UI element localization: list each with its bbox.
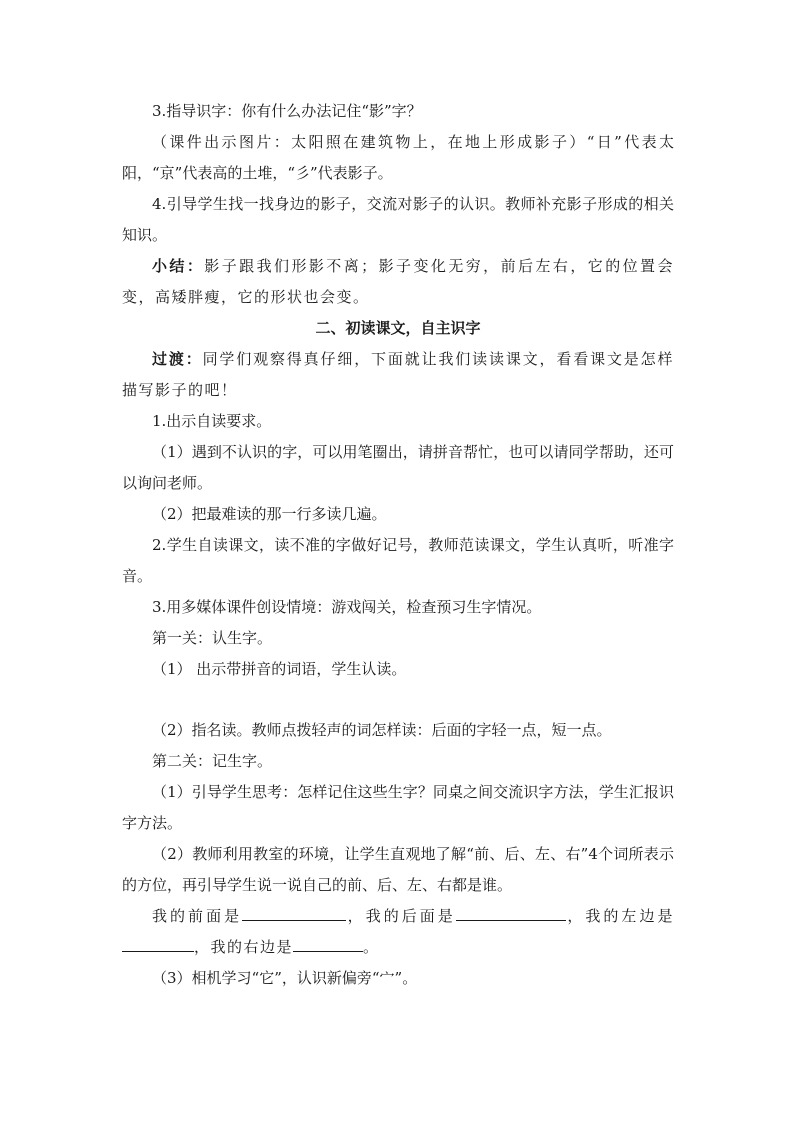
paragraph-model-reading: 2.学生自读课文，读不准的字做好记号，教师范读课文，学生认真听，听准字音。 [122,536,674,585]
paragraph-summary [122,251,674,313]
fill-text-front: 我的前面是 [152,907,243,925]
paragraph-level-1-item-2: （2）指名读。教师点拨轻声的词怎样读：后面的字轻一点，短一点。 [152,721,612,739]
transition-label: 过渡： [152,350,203,368]
paragraph-level-2: 第二关：记生字。 [152,752,273,770]
paragraph-find-shadows: 4.引导学生找一找身边的影子，交流对影子的认识。教师补充影子形成的相关知识。 [122,195,674,244]
blank-back[interactable] [456,904,566,921]
paragraph-level-2-item-1: （1）引导学生思考：怎样记住这些生字？同桌之间交流识字方法，学生汇报识字方法。 [122,783,674,832]
paragraph-level-1: 第一关：认生字。 [152,629,273,647]
paragraph-self-reading: 1.出示自读要求。 [152,412,272,430]
summary-text: 影子跟我们形影不离；影子变化无穷，前后左右，它的位置会变，高矮胖瘦，它的形状也会变。 [122,257,674,306]
transition-text: 同学们观察得真仔细，下面就让我们读读课文，看看课文是怎样描写影子的吧！ [122,350,674,399]
fill-text-back: ，我的后面是 [346,907,456,925]
summary-label: 小结： [152,257,205,275]
paragraph-transition [122,344,674,406]
blank-right[interactable] [293,935,363,952]
paragraph-courseware-image: （课件出示图片：太阳照在建筑物上，在地上形成影子）“日”代表太阳，“京”代表高的土堆，“彡”代表影子。 [122,133,674,182]
paragraph-level-2-item-2: （2）教师利用教室的环境，让学生直观地了解“前、后、左、右”4个词所表示的方位，再引导学生说一说自己的前、后、左、右都是谁。 [122,845,674,894]
fill-text-end: 。 [363,938,380,956]
fill-text-right: ，我的右边是 [194,938,294,956]
section-heading: 二、初读课文，自主识字 [315,319,481,337]
blank-left[interactable] [122,935,194,952]
paragraph-fill-in-blanks [122,901,674,963]
spacer [122,685,674,715]
paragraph-level-1-item-1: （1） 出示带拼音的词语，学生认读。 [152,660,407,678]
blank-front[interactable] [242,904,346,921]
paragraph-ying-character: 3.指导识字：你有什么办法记住“影”字？ [152,102,422,120]
paragraph-requirement-2: （2）把最难读的那一行多读几遍。 [152,505,387,523]
fill-text-left: ，我的左边是 [565,907,674,925]
paragraph-multimedia: 3.用多媒体课件创设情境：游戏闯关，检查预习生字情况。 [152,598,542,616]
paragraph-requirement-1: （1）遇到不认识的字，可以用笔圈出，请拼音帮忙，也可以请同学帮助，还可以询问老师。 [122,443,674,492]
paragraph-level-2-item-3: （3）相机学习“它”，认识新偏旁“宀”。 [152,969,418,987]
document-body [122,96,674,994]
